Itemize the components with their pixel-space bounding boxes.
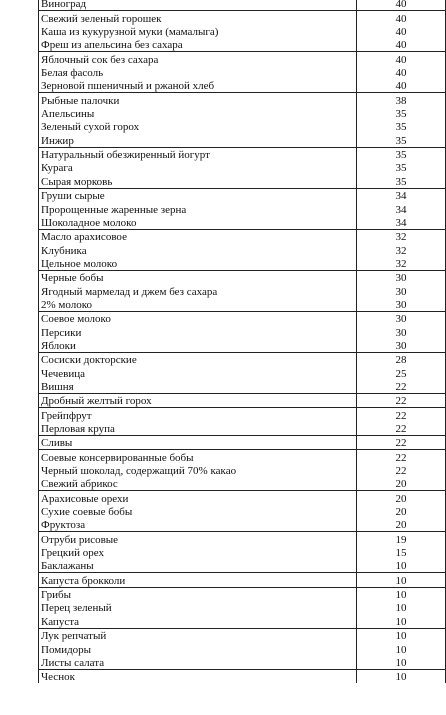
table-row bbox=[39, 628, 446, 642]
table-row bbox=[39, 66, 446, 79]
table-row bbox=[39, 38, 446, 52]
table-row bbox=[39, 174, 446, 188]
food-name-cell: Соевое молоко bbox=[39, 311, 357, 325]
food-name-cell: Ягодный мармелад и джем без сахара bbox=[39, 284, 357, 297]
gi-value-cell: 40 bbox=[357, 79, 446, 93]
table-row bbox=[39, 587, 446, 601]
gi-value-cell: 22 bbox=[357, 436, 446, 450]
food-name-cell: Инжир bbox=[39, 133, 357, 147]
gi-value-cell: 20 bbox=[357, 477, 446, 491]
table-row bbox=[39, 270, 446, 284]
table-row bbox=[39, 298, 446, 312]
food-name-cell: Зеленый сухой горох bbox=[39, 120, 357, 133]
food-name-cell: Цельное молоко bbox=[39, 257, 357, 271]
table-row bbox=[39, 573, 446, 587]
table-row bbox=[39, 11, 446, 25]
table-row bbox=[39, 601, 446, 614]
gi-value-cell: 22 bbox=[357, 380, 446, 394]
gi-value-cell: 34 bbox=[357, 216, 446, 230]
gi-value-cell: 22 bbox=[357, 393, 446, 407]
food-name-cell: Грейпфрут bbox=[39, 408, 357, 422]
food-name-cell: Шоколадное молоко bbox=[39, 216, 357, 230]
food-name-cell: Черные бобы bbox=[39, 270, 357, 284]
food-name-cell: Перловая крупа bbox=[39, 422, 357, 436]
food-name-cell: Перец зеленый bbox=[39, 601, 357, 614]
gi-value-cell: 10 bbox=[357, 656, 446, 670]
table-row bbox=[39, 325, 446, 338]
gi-value-cell: 30 bbox=[357, 311, 446, 325]
gi-value-cell: 10 bbox=[357, 614, 446, 628]
table-row bbox=[39, 518, 446, 532]
gi-value-cell: 15 bbox=[357, 546, 446, 559]
gi-value-cell: 35 bbox=[357, 174, 446, 188]
food-name-cell: Груши сырые bbox=[39, 188, 357, 202]
food-name-cell: Каша из кукурузной муки (мамалыга) bbox=[39, 25, 357, 38]
table-row bbox=[39, 79, 446, 93]
food-name-cell: Помидоры bbox=[39, 642, 357, 655]
food-name-cell: Белая фасоль bbox=[39, 66, 357, 79]
table-row bbox=[39, 656, 446, 670]
gi-value-cell: 10 bbox=[357, 601, 446, 614]
food-name-cell: Клубника bbox=[39, 243, 357, 256]
table-row bbox=[39, 52, 446, 66]
food-name-cell: Натуральный обезжиренный йогурт bbox=[39, 147, 357, 161]
food-name-cell: Свежий зеленый горошек bbox=[39, 11, 357, 25]
food-name-cell: Лук репчатый bbox=[39, 628, 357, 642]
food-name-cell: Сырая морковь bbox=[39, 174, 357, 188]
gi-value-cell: 10 bbox=[357, 669, 446, 683]
food-name-cell: Масло арахисовое bbox=[39, 229, 357, 243]
food-name-cell: Сухие соевые бобы bbox=[39, 505, 357, 518]
gi-value-cell: 30 bbox=[357, 325, 446, 338]
gi-value-cell: 40 bbox=[357, 11, 446, 25]
food-name-cell: Яблоки bbox=[39, 339, 357, 353]
food-name-cell: Зерновой пшеничный и ржаной хлеб bbox=[39, 79, 357, 93]
gi-value-cell: 30 bbox=[357, 339, 446, 353]
table-row bbox=[39, 284, 446, 297]
food-name-cell: Грецкий орех bbox=[39, 546, 357, 559]
food-name-cell: Черный шоколад, содержащий 70% какао bbox=[39, 464, 357, 477]
gi-value-cell: 10 bbox=[357, 587, 446, 601]
food-name-cell: Грибы bbox=[39, 587, 357, 601]
gi-value-cell: 22 bbox=[357, 408, 446, 422]
food-name-cell: Чеснок bbox=[39, 669, 357, 683]
table-row bbox=[39, 408, 446, 422]
gi-value-cell: 32 bbox=[357, 243, 446, 256]
food-name-cell: Сливы bbox=[39, 436, 357, 450]
table-row bbox=[39, 642, 446, 655]
table-row bbox=[39, 450, 446, 464]
table-row bbox=[39, 491, 446, 505]
food-name-cell: Чечевица bbox=[39, 366, 357, 379]
table-row bbox=[39, 147, 446, 161]
glycemic-index-table bbox=[38, 0, 446, 683]
food-name-cell: Апельсины bbox=[39, 107, 357, 120]
table-row bbox=[39, 0, 446, 11]
table-row bbox=[39, 25, 446, 38]
table-row bbox=[39, 339, 446, 353]
gi-value-cell: 20 bbox=[357, 505, 446, 518]
gi-value-cell: 35 bbox=[357, 120, 446, 133]
table-row bbox=[39, 366, 446, 379]
gi-value-cell: 25 bbox=[357, 366, 446, 379]
food-name-cell: Дробный желтый горох bbox=[39, 393, 357, 407]
table-row bbox=[39, 546, 446, 559]
table-row bbox=[39, 243, 446, 256]
table-row bbox=[39, 257, 446, 271]
gi-value-cell: 40 bbox=[357, 25, 446, 38]
gi-value-cell: 40 bbox=[357, 38, 446, 52]
table-row bbox=[39, 422, 446, 436]
gi-value-cell: 40 bbox=[357, 0, 446, 11]
food-name-cell: Сосиски докторские bbox=[39, 352, 357, 366]
table-row bbox=[39, 311, 446, 325]
food-name-cell: 2% молоко bbox=[39, 298, 357, 312]
gi-value-cell: 35 bbox=[357, 133, 446, 147]
table-row bbox=[39, 107, 446, 120]
table-row bbox=[39, 120, 446, 133]
gi-value-cell: 30 bbox=[357, 270, 446, 284]
table-row bbox=[39, 188, 446, 202]
table-row bbox=[39, 352, 446, 366]
table-row bbox=[39, 464, 446, 477]
table-row bbox=[39, 436, 446, 450]
table-body bbox=[39, 0, 446, 683]
gi-value-cell: 35 bbox=[357, 147, 446, 161]
table-row bbox=[39, 133, 446, 147]
gi-value-cell: 22 bbox=[357, 422, 446, 436]
food-name-cell: Баклажаны bbox=[39, 559, 357, 573]
food-name-cell: Курага bbox=[39, 161, 357, 174]
table-row bbox=[39, 161, 446, 174]
gi-value-cell: 22 bbox=[357, 464, 446, 477]
gi-value-cell: 34 bbox=[357, 188, 446, 202]
table-row bbox=[39, 93, 446, 107]
gi-value-cell: 40 bbox=[357, 52, 446, 66]
table-row bbox=[39, 202, 446, 215]
food-name-cell: Виноград bbox=[39, 0, 357, 11]
food-name-cell: Капуста bbox=[39, 614, 357, 628]
food-name-cell: Персики bbox=[39, 325, 357, 338]
gi-value-cell: 30 bbox=[357, 298, 446, 312]
table-row bbox=[39, 229, 446, 243]
gi-value-cell: 19 bbox=[357, 532, 446, 546]
gi-value-cell: 32 bbox=[357, 257, 446, 271]
table-row bbox=[39, 505, 446, 518]
gi-value-cell: 32 bbox=[357, 229, 446, 243]
food-name-cell: Рыбные палочки bbox=[39, 93, 357, 107]
table-row bbox=[39, 477, 446, 491]
table-row bbox=[39, 216, 446, 230]
food-name-cell: Вишня bbox=[39, 380, 357, 394]
gi-value-cell: 40 bbox=[357, 66, 446, 79]
gi-value-cell: 20 bbox=[357, 491, 446, 505]
food-name-cell: Листы салата bbox=[39, 656, 357, 670]
gi-value-cell: 35 bbox=[357, 107, 446, 120]
food-name-cell: Соевые консервированные бобы bbox=[39, 450, 357, 464]
table-row bbox=[39, 614, 446, 628]
gi-value-cell: 10 bbox=[357, 642, 446, 655]
food-name-cell: Отруби рисовые bbox=[39, 532, 357, 546]
food-name-cell: Фруктоза bbox=[39, 518, 357, 532]
table-row bbox=[39, 380, 446, 394]
table-row bbox=[39, 393, 446, 407]
food-name-cell: Пророщенные жаренные зерна bbox=[39, 202, 357, 215]
table-row bbox=[39, 532, 446, 546]
gi-value-cell: 28 bbox=[357, 352, 446, 366]
gi-value-cell: 34 bbox=[357, 202, 446, 215]
food-name-cell: Свежий абрикос bbox=[39, 477, 357, 491]
food-name-cell: Арахисовые орехи bbox=[39, 491, 357, 505]
table-row bbox=[39, 669, 446, 683]
food-name-cell: Фреш из апельсина без сахара bbox=[39, 38, 357, 52]
food-name-cell: Яблочный сок без сахара bbox=[39, 52, 357, 66]
gi-value-cell: 10 bbox=[357, 573, 446, 587]
food-name-cell: Капуста брокколи bbox=[39, 573, 357, 587]
gi-value-cell: 38 bbox=[357, 93, 446, 107]
table-row bbox=[39, 559, 446, 573]
gi-value-cell: 20 bbox=[357, 518, 446, 532]
gi-value-cell: 35 bbox=[357, 161, 446, 174]
gi-value-cell: 10 bbox=[357, 628, 446, 642]
gi-value-cell: 10 bbox=[357, 559, 446, 573]
gi-value-cell: 22 bbox=[357, 450, 446, 464]
gi-value-cell: 30 bbox=[357, 284, 446, 297]
